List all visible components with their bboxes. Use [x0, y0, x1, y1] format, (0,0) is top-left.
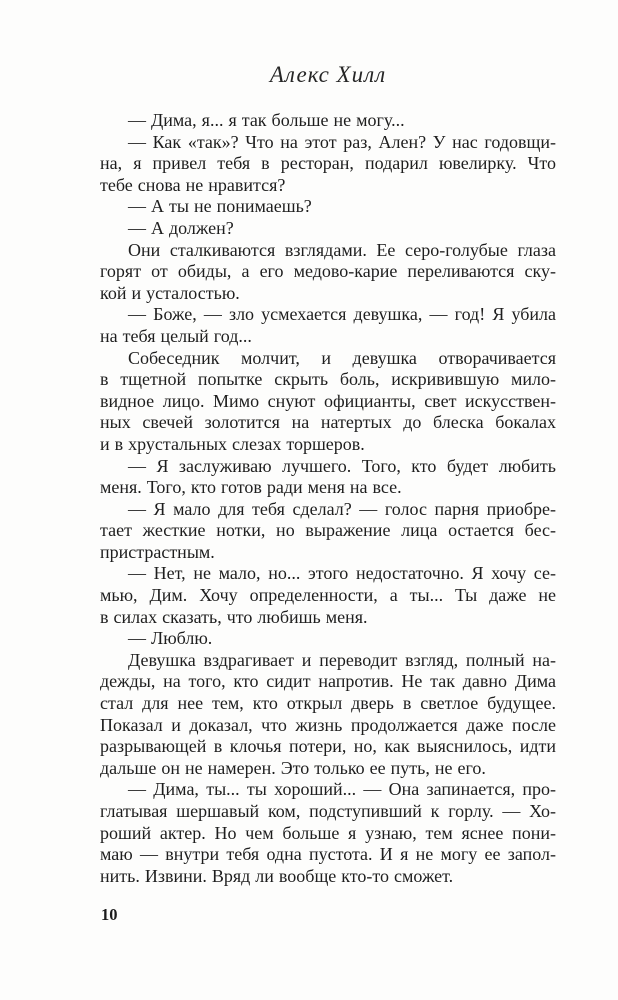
text-line: — Я заслуживаю лучшего. Того, кто будет любить [128, 455, 556, 476]
paragraph [100, 779, 556, 887]
text-line: ных свечей золотится на натертых до блеска бокалах [100, 412, 556, 433]
text-line: Собеседник молчит, и девушка отворачивается [128, 347, 556, 368]
text-line: — Я мало для тебя сделал? — голос парня приобре- [128, 498, 556, 519]
text-line: дальше он не намерен. Это только ее путь, не его. [100, 757, 486, 778]
text-line: и в хрустальных слезах торшеров. [100, 433, 365, 454]
running-header: Алекс Хилл [269, 62, 387, 87]
paragraph [100, 563, 556, 628]
paragraph [100, 196, 556, 218]
text-line: тает жесткие нотки, но выражение лица остается бес- [100, 520, 556, 541]
text-line: разрывающей в клочья потери, но, как выяснилось, идти [100, 736, 556, 757]
paragraph [100, 240, 556, 305]
text-line: мью, Дим. Хочу определенности, а ты... Ты даже не [100, 585, 556, 606]
page-number: 10 [101, 905, 118, 924]
text-line: Девушка вздрагивает и переводит взгляд, полный на- [128, 649, 556, 670]
paragraph [100, 348, 556, 456]
text-line: — Нет, не мало, но... этого недостаточно. Я хочу се- [128, 563, 556, 584]
text-line: — Дима, я... я так больше не могу... [128, 110, 405, 130]
text-line: в силах сказать, что любишь меня. [100, 606, 368, 627]
paragraph [100, 132, 556, 197]
text-line: — Люблю. [128, 628, 213, 649]
paragraph [100, 628, 556, 650]
text-line: — А ты не понимаешь? [128, 196, 312, 217]
text-line: — А должен? [128, 217, 234, 238]
body-text [100, 110, 556, 887]
paragraph [100, 110, 556, 132]
text-line: стал для нее тем, кто открыл дверь в светлое будущее. [100, 693, 556, 714]
text-line: — Как «так»? Что на этот раз, Ален? У нас годовщи- [128, 131, 556, 152]
text-line: в тщетной попытке скрыть боль, искривившую мило- [100, 369, 556, 390]
paragraph [100, 456, 556, 499]
text-line: меня. Того, кто готов ради меня на все. [100, 477, 402, 498]
text-line: роший актер. Но чем больше я узнаю, тем яснее пони- [100, 822, 556, 843]
text-line: видное лицо. Мимо снуют официанты, свет искусствен- [100, 390, 556, 411]
paragraph [100, 650, 556, 780]
paragraph [100, 499, 556, 564]
text-line: пристрастным. [100, 541, 215, 562]
text-line: глатывая шершавый ком, подступивший к горлу. — Хо- [100, 801, 556, 821]
text-line: Показал и доказал, что жизнь продолжается даже после [100, 714, 556, 735]
text-line: Они сталкиваются взглядами. Ее серо-голубые глаза [128, 239, 556, 260]
text-line: на тебя целый год... [100, 325, 252, 346]
text-line: нить. Извини. Вряд ли вообще кто-то сможет. [100, 865, 454, 886]
text-line: кой и усталостью. [100, 282, 240, 303]
text-line: маю — внутри тебя одна пустота. И я не могу ее запол- [100, 844, 556, 865]
paragraph [100, 304, 556, 347]
text-line: тебе снова не нравится? [100, 174, 286, 195]
text-line: — Боже, — зло усмехается девушка, — год! Я убила [128, 304, 556, 325]
text-line: горят от обиды, а его медово-карие переливаются ску- [100, 261, 556, 282]
paragraph [100, 218, 556, 240]
text-line: дежды, на того, кто сидит напротив. Не так давно Дима [100, 671, 556, 692]
text-line: на, я привел тебя в ресторан, подарил ювелирку. Что [100, 153, 556, 174]
text-line: — Дима, ты... ты хороший... — Она запинается, про- [128, 779, 556, 800]
